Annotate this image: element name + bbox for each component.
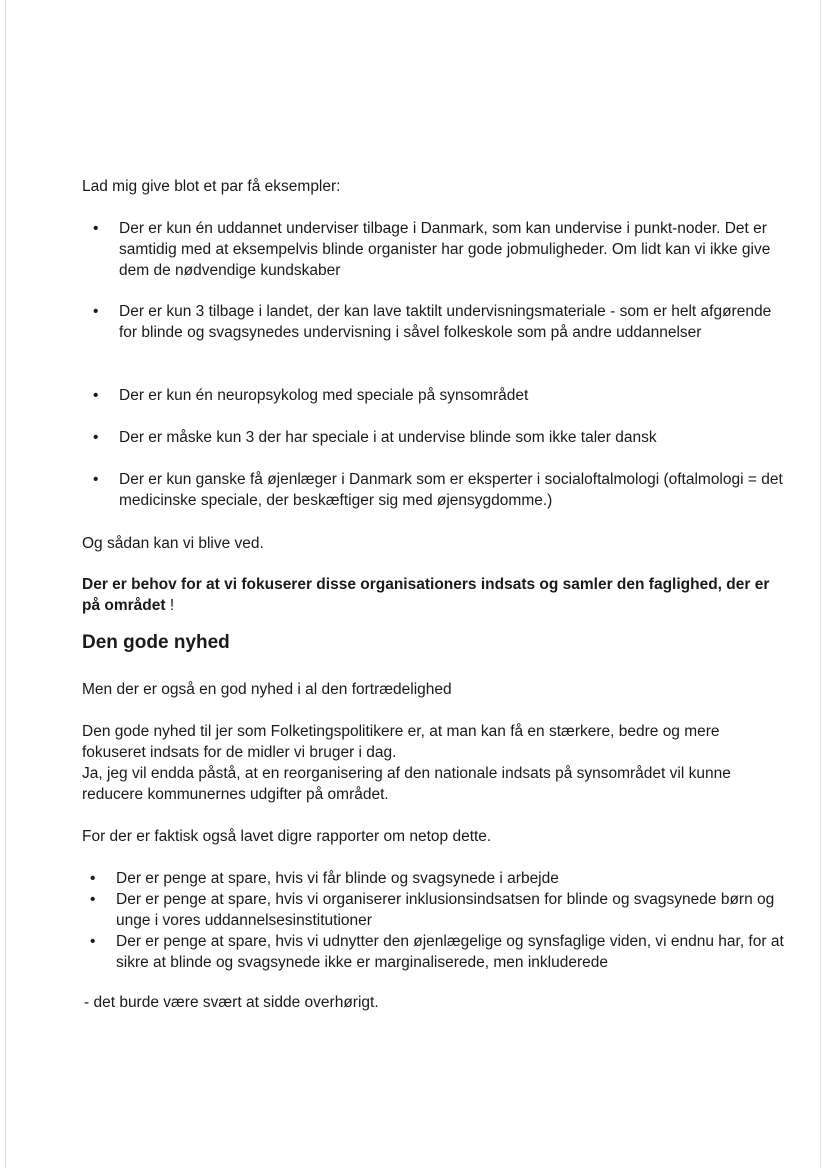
savings-bullet-2 [90,889,790,931]
emphasis-paragraph [82,574,772,616]
continuation-paragraph: Og sådan kan vi blive ved. [82,535,264,552]
bullet-text: Der er kun én uddannet underviser tilbage i Danmark, som kan undervise i punkt-noder. Det er samtidig med at eksempelvis blinde organister har gode jobmuligheder. Om lidt kan vi ikke give dem de nødvendige kundskaber [119,220,771,279]
bullet-item-5 [93,469,783,511]
bullet-text: Der er penge at spare, hvis vi organiserer inklusionsindsatsen for blinde og svagsynede børn og unge i vores uddannelsesinstitutioner [116,891,775,929]
bullet-text: Der er penge at spare, hvis vi udnytter den øjenlægelige og synsfaglige viden, vi endnu har, for at sikre at blinde og svagsynede ikke er marginaliserede, men inkluderede [116,933,784,971]
bullet-symbol: • [90,870,96,887]
savings-bullet-3 [90,931,790,973]
closing-line: - det burde være svært at sidde overhørigt. [84,994,379,1011]
news-paragraph-2: Ja, jeg vil endda påstå, at en reorganisering af den nationale indsats på synsområdet vil kunne reducere kommunernes udgifter på området. [82,765,731,803]
bullet-text: Der er måske kun 3 der har speciale i at undervise blinde som ikke taler dansk [119,429,657,446]
bullet-item-2 [93,301,783,343]
bullet-text: Der er penge at spare, hvis vi får blinde og svagsynede i arbejde [116,870,559,887]
bullet-item-1 [93,218,783,281]
bullet-symbol: • [90,891,96,908]
bullet-text: Der er kun én neuropsykolog med speciale på synsområdet [119,387,529,404]
bullet-text: Der er kun ganske få øjenlæger i Danmark som er eksperter i socialoftalmologi (oftalmologi = det medicinske speciale, der beskæftiger sig med øjensygdomme.) [119,471,783,509]
bullet-symbol: • [93,429,99,446]
bullet-symbol: • [93,220,99,237]
bullet-symbol: • [93,471,99,488]
bullet-symbol: • [93,303,99,320]
news-intro-paragraph: Men der er også en god nyhed i al den fortrædelighed [82,681,452,698]
bullet-text: Der er kun 3 tilbage i landet, der kan lave taktilt undervisningsmateriale - som er helt afgørende for blinde og svagsynedes undervisning i såvel folkeskole som på andre uddannelser [119,303,772,341]
reports-paragraph: For der er faktisk også lavet digre rapporter om netop dette. [82,828,492,845]
section-heading: Den gode nyhed [82,632,230,653]
bullet-item-4 [93,427,783,448]
bullet-symbol: • [90,933,96,950]
savings-bullet-1 [90,868,790,889]
bullet-item-3 [93,385,783,406]
intro-paragraph: Lad mig give blot et par få eksempler: [82,178,341,195]
emphasis-tail: ! [165,597,175,614]
emphasis-bold-text: Der er behov for at vi fokuserer disse organisationers indsats og samler den faglighed, der er på området [82,576,770,614]
bullet-symbol: • [93,387,99,404]
news-paragraph-1: Den gode nyhed til jer som Folketingspolitikere er, at man kan få en stærkere, bedre og mere fokuseret indsats for de midler vi bruger i dag. [82,723,720,761]
